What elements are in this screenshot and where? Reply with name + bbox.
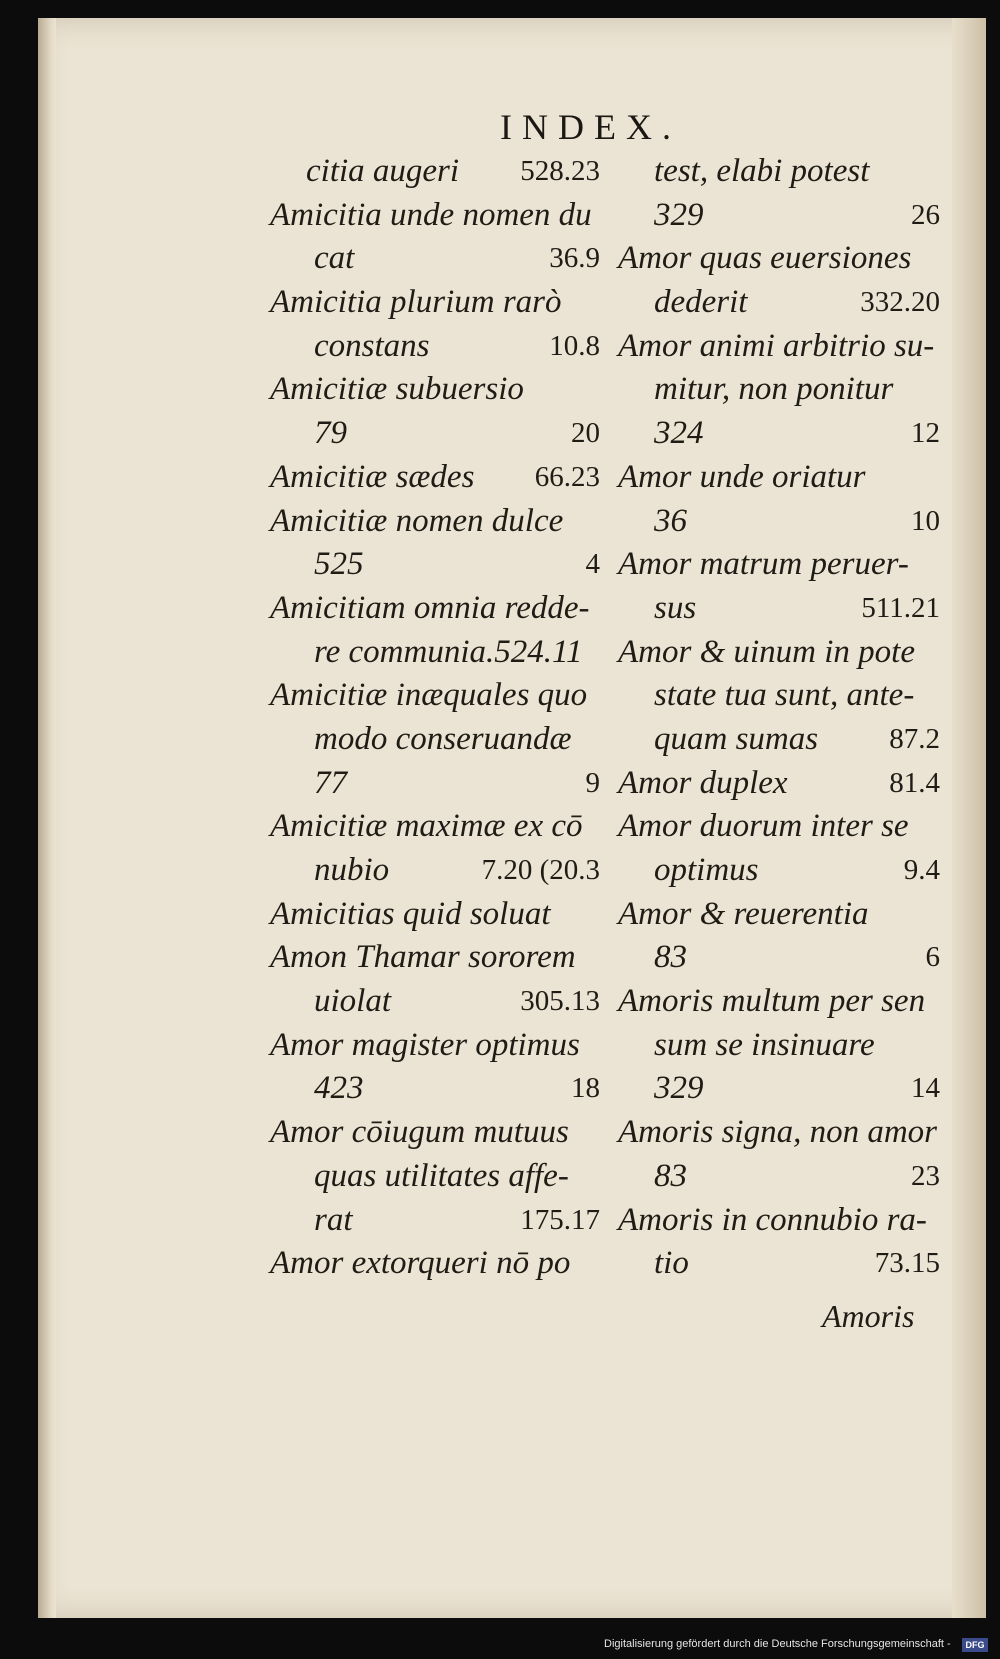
entry-reference: 9.4 [903, 854, 940, 886]
entry-reference: 26 [911, 198, 940, 231]
entry-text: Amon Thamar sororem [270, 939, 576, 976]
entry-text: 329 [654, 196, 704, 233]
entry-text: Amor quas euersiones [618, 240, 912, 277]
index-entry-line [270, 150, 600, 194]
index-entry-line [618, 368, 940, 412]
index-entry-line [618, 936, 940, 980]
index-entry-line [618, 1199, 940, 1243]
index-entry-line [618, 762, 940, 806]
index-entry-line [270, 631, 600, 675]
index-entry-line [618, 893, 940, 937]
index-entry-line [618, 1242, 940, 1286]
digitization-credit: Digitalisierung gefördert durch die Deutsche Forschungsgemeinschaft - [604, 1638, 951, 1650]
entry-text: Amicitiæ sædes [270, 458, 475, 495]
entry-text: quas utilitates affe- [314, 1157, 569, 1194]
index-entry-line [270, 1111, 600, 1155]
entry-text: modo conseruandæ [314, 720, 572, 757]
index-entry-line [618, 1155, 940, 1199]
catchword: Amoris [822, 1298, 915, 1334]
entry-text: state tua sunt, ante- [654, 677, 915, 714]
index-entry-line [270, 849, 600, 893]
entry-text: 77 [314, 764, 347, 801]
entry-reference: 511.21 [861, 591, 940, 624]
index-column-right [618, 150, 940, 1286]
entry-text: quam sumas [654, 720, 819, 757]
entry-text: 79 [314, 415, 347, 452]
index-entry-line [618, 1067, 940, 1111]
index-entry-line [270, 1199, 600, 1243]
index-entry-line [618, 1111, 940, 1155]
entry-reference: 528.23 [520, 155, 600, 187]
entry-reference: 66.23 [534, 460, 600, 493]
entry-reference: 18 [571, 1072, 600, 1105]
index-entry-line [618, 237, 940, 281]
running-header: INDEX. [500, 107, 681, 147]
entry-text: cat [314, 240, 355, 277]
dfg-logo: DFG [962, 1638, 988, 1652]
index-entry-line [270, 587, 600, 631]
index-entry-line [270, 762, 600, 806]
entry-reference: 175.17 [520, 1203, 600, 1236]
entry-reference: 36.9 [549, 242, 600, 275]
entry-reference: 12 [911, 417, 940, 450]
entry-text: Amoris multum per sen [618, 983, 926, 1020]
entry-text: Amicitias quid soluat [270, 895, 551, 932]
entry-text: 423 [314, 1070, 364, 1107]
entry-text: test, elabi potest [654, 153, 870, 189]
index-entry-line [270, 237, 600, 281]
index-entry-line [270, 412, 600, 456]
index-entry-line [618, 281, 940, 325]
entry-text: rat [314, 1201, 353, 1238]
entry-text: 324 [654, 415, 704, 452]
index-entry-line [618, 543, 940, 587]
entry-text: sum se insinuare [654, 1026, 875, 1063]
entry-reference: 305.13 [520, 985, 600, 1018]
index-entry-line [618, 980, 940, 1024]
entry-text: Amor duplex [618, 764, 788, 801]
entry-text: Amicitiæ maximæ ex cō [270, 808, 583, 845]
index-entry-line [270, 805, 600, 849]
entry-text: mitur, non ponitur [654, 371, 894, 408]
index-entry-line [270, 1024, 600, 1068]
index-entry-line [618, 325, 940, 369]
index-entry-line [270, 281, 600, 325]
index-entry-line [270, 1067, 600, 1111]
index-entry-line [270, 980, 600, 1024]
index-entry-line [618, 456, 940, 500]
index-entry-line [618, 805, 940, 849]
entry-text: Amoris signa, non amor [618, 1114, 938, 1151]
index-column-left [270, 150, 600, 1286]
entry-text: 83 [654, 939, 687, 976]
entry-text: 83 [654, 1157, 687, 1194]
entry-text: Amor & uinum in pote [618, 633, 915, 670]
index-entry-line [270, 674, 600, 718]
index-entry-line [270, 194, 600, 238]
page-edge [952, 18, 986, 1618]
entry-text: Amicitia plurium rarò [270, 284, 562, 321]
index-entry-line [270, 456, 600, 500]
entry-reference: 20 [571, 417, 600, 450]
entry-text: Amoris in connubio ra- [618, 1201, 927, 1238]
index-entry-line [618, 718, 940, 762]
entry-text: re communia.524.11 [314, 633, 583, 670]
entry-text: Amor magister optimus [270, 1026, 580, 1063]
entry-reference: 9 [585, 766, 600, 799]
index-entry-line [270, 500, 600, 544]
index-entry-line [618, 587, 940, 631]
index-entry-line [618, 674, 940, 718]
entry-text: Amor unde oriatur [618, 458, 866, 495]
index-entry-line [270, 325, 600, 369]
entry-text: 525 [314, 546, 364, 583]
index-entry-line [270, 1155, 600, 1199]
index-entry-line [270, 368, 600, 412]
entry-text: uiolat [314, 983, 392, 1020]
index-entry-line [270, 718, 600, 762]
entry-text: Amor animi arbitrio su- [618, 327, 935, 364]
entry-text: Amicitiæ inæquales quo [270, 677, 588, 714]
entry-text: Amor duorum inter se [618, 808, 909, 845]
entry-reference: 7.20 (20.3 [481, 854, 600, 886]
index-entry-line [618, 194, 940, 238]
entry-text: Amor extorqueri nō po [270, 1245, 571, 1282]
entry-text: sus [654, 589, 697, 626]
index-entry-line [618, 412, 940, 456]
index-entry-line [270, 1242, 600, 1286]
entry-text: citia augeri [306, 153, 460, 189]
entry-reference: 81.4 [889, 766, 940, 799]
entry-text: Amicitiam omnia redde- [270, 589, 590, 626]
entry-text: Amicitia unde nomen du [270, 196, 592, 233]
entry-text: Amicitiæ nomen dulce [270, 502, 564, 539]
page-gutter [38, 18, 56, 1618]
index-entry-line [618, 500, 940, 544]
entry-text: nubio [314, 852, 390, 888]
entry-reference: 23 [911, 1159, 940, 1192]
entry-text: 329 [654, 1070, 704, 1107]
index-entry-line [270, 936, 600, 980]
entry-reference: 73.15 [874, 1247, 940, 1280]
entry-reference: 14 [911, 1072, 940, 1105]
index-entry-line [618, 1024, 940, 1068]
entry-text: Amicitiæ subuersio [270, 371, 524, 408]
index-entry-line [618, 849, 940, 893]
index-entry-line [270, 543, 600, 587]
entry-text: dederit [654, 284, 748, 321]
index-entry-line [618, 631, 940, 675]
entry-text: 36 [654, 502, 687, 539]
entry-text: tio [654, 1245, 689, 1282]
entry-reference: 87.2 [889, 722, 940, 755]
entry-reference: 10.8 [549, 329, 600, 362]
index-entry-line [618, 150, 940, 194]
index-entry-line [270, 893, 600, 937]
entry-reference: 4 [585, 548, 600, 581]
entry-text: Amor & reuerentia [618, 895, 869, 932]
entry-reference: 6 [925, 941, 940, 974]
entry-reference: 10 [911, 504, 940, 537]
entry-text: optimus [654, 852, 759, 888]
entry-text: Amor cōiugum mutuus [270, 1114, 569, 1151]
entry-reference: 332.20 [860, 286, 940, 319]
entry-text: Amor matrum peruer- [618, 546, 909, 583]
entry-text: constans [314, 327, 430, 364]
